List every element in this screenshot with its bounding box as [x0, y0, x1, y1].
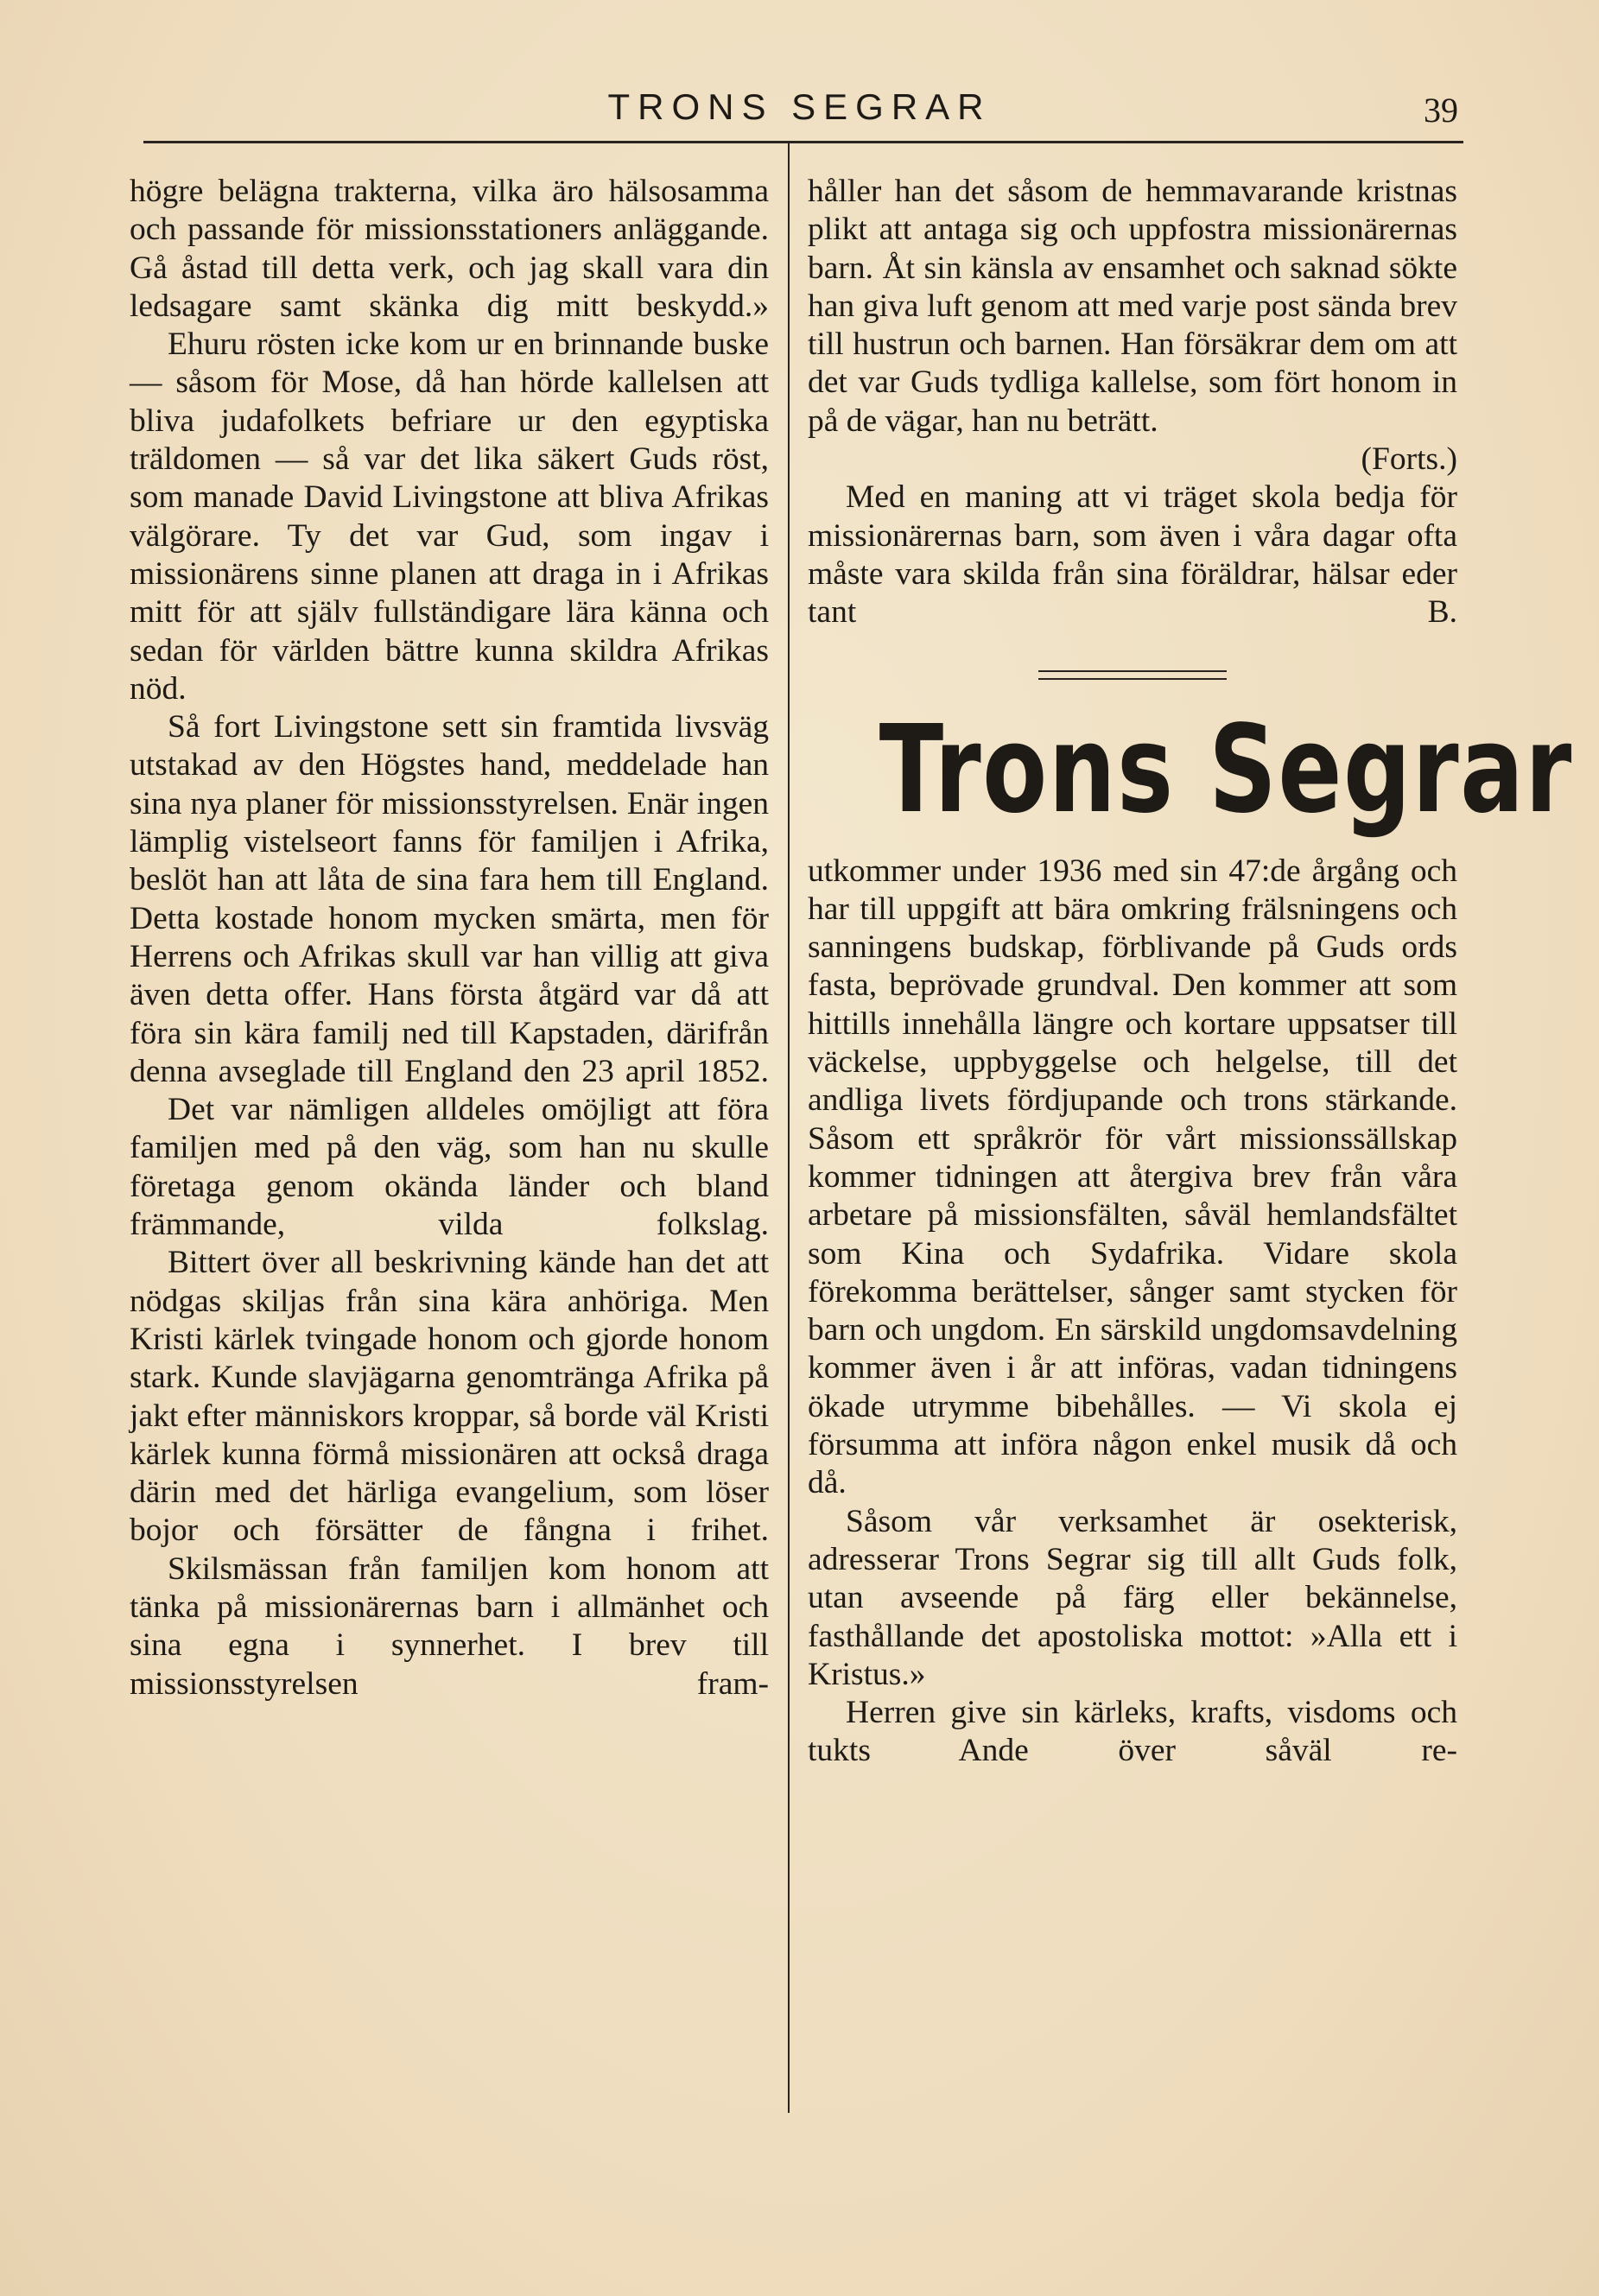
- right-column: [808, 173, 1573, 1771]
- paragraph: Herren give sin kärleks, krafts, visdoms och tukts Ande över såväl re-: [808, 1695, 1457, 1769]
- paragraph: Bittert över all beskrivning kände han det att nödgas skiljas från sina kära anhöriga. Men Kristi kärlek tvingade honom och gjorde honom stark. Kunde slavjägarna genomtränga Afrika på jakt efter människors kroppar, så borde väl Kristi kärlek kunna förmå missionären att också draga därin med det härliga evangelium, som löser bojor och försätter de fångna i frihet.: [130, 1245, 769, 1549]
- paragraph: Det var nämligen alldeles omöjligt att föra familjen med på den väg, som han nu skulle företaga genom okända länder och bland främmande, vilda folkslag.: [130, 1092, 769, 1243]
- left-column: [130, 173, 769, 1703]
- masthead-title: Trons Segrar: [879, 699, 1573, 840]
- paragraph: utkommer under 1936 med sin 47:de årgång och har till uppgift att bära omkring frälsningens och sanningens budskap, förblivande på Guds ords fasta, beprövade grundval. Den kommer att som hittills innehålla längre och kortare uppsatser till väckelse, uppbyggelse och helgelse, till det andliga livets fördjupande och trons stärkande. Såsom ett språkrör för vårt missionssällskap kommer tidningen att återgiva brev från våra arbetare på missionsfälten, såväl hemlandsfältet som Kina och Sydafrika. Vidare skola förekomma berättelser, sånger samt stycken för barn och ungdom. En särskild ungdomsavdelning kommer även i år att införas, vadan tidningens ökade utrymme bibehålles. — Vi skola ej försumma att införa någon enkel musik då och då.: [808, 853, 1457, 1501]
- signoff-right: B.: [1427, 594, 1457, 631]
- page-number: 39: [1424, 91, 1458, 130]
- column-divider: [788, 143, 790, 2113]
- paragraph: Med en maning att vi träget skola bedja för missionärernas barn, som även i våra dagar ofta måste vara skilda från sina föräldrar, hälsar eder: [808, 479, 1457, 592]
- paragraph: Så fort Livingstone sett sin framtida livsväg utstakad av den Högstes hand, meddelade han sina nya planer för missionsstyrelsen. Enär ingen lämplig vistelseort fanns för familjen i Afrika, beslöt han att låta de sina fara hem till England. Detta kostade honom mycken smärta, men för Herrens och Afrikas skull var han villig att giva även detta offer. Hans första åtgärd var då att föra sin kära familj ned till Kapstaden, därifrån denna avseglade till England den 23 april 1852.: [130, 709, 769, 1089]
- section-separator: [1038, 670, 1227, 680]
- header-rule: [143, 141, 1463, 143]
- forts-line: [808, 441, 1457, 479]
- signoff-left: tant: [808, 594, 857, 631]
- paragraph: Ehuru rösten icke kom ur en brinnande buske — såsom för Mose, då han hörde kallelsen att bliva judafolkets befriare ur den egyptiska träldomen — så var det lika säkert Guds röst, som manade David Livingstone att bliva Afrikas välgörare. Ty det var Gud, som ingav i missionärens sinne planen att draga in i Afrikas mitt för att själv fullständigare lära känna och sedan för världen bättre kunna skildra Afrikas nöd.: [130, 327, 769, 707]
- continued-note: (Forts.): [1361, 441, 1457, 478]
- paragraph: högre belägna trakterna, vilka äro hälsosamma och passande för missionsstationers anläggande. Gå åstad till detta verk, och jag skall vara din ledsagare samt skänka dig mitt beskydd.»: [130, 174, 769, 324]
- paragraph: Såsom vår verksamhet är osekterisk, adresserar Trons Segrar sig till allt Guds folk, utan avseende på färg eller bekännelse, fasthållande det apostoliska mottot: »Alla ett i Kristus.»: [808, 1503, 1457, 1692]
- paragraph: håller han det såsom de hemmavarande kristnas plikt att antaga sig och uppfostra missionärernas barn. Åt sin känsla av ensamhet och saknad sökte han giva luft genom att med varje post sända brev till hustrun och barnen. Han försäkrar dem om att det var Guds tydliga kallelse, som fört honom in på de vägar, han nu beträtt.: [808, 174, 1457, 439]
- running-title: TRONS SEGRAR: [607, 86, 992, 127]
- signoff-line: [808, 593, 1457, 631]
- paragraph: Skilsmässan från familjen kom honom att tänka på missionärernas barn i allmänhet och sina egna i synnerhet. I brev till missionsstyrelsen fram-: [130, 1551, 769, 1702]
